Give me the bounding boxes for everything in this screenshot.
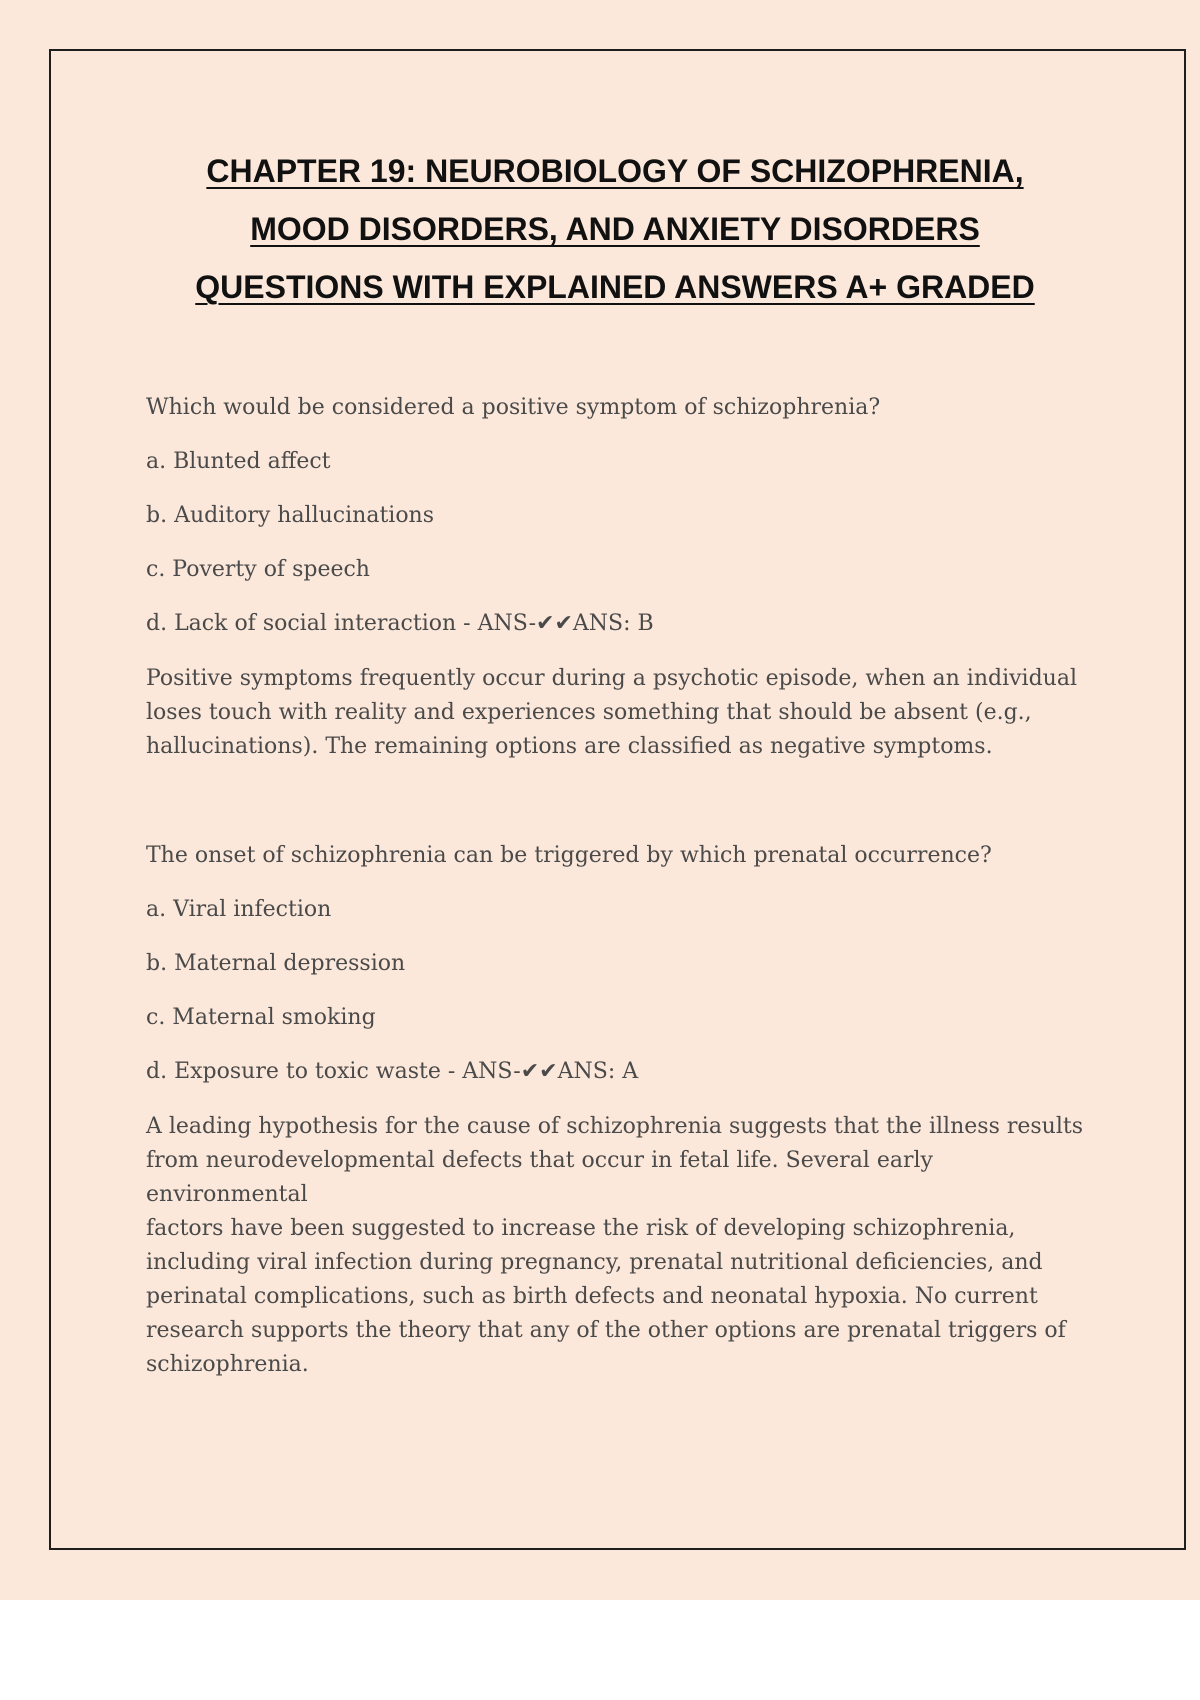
answer-explanation: [146, 1110, 1086, 1382]
answer-option: c. Maternal smoking: [146, 1005, 376, 1030]
answer-option: b. Maternal depression: [146, 951, 406, 976]
answer-option-with-key: d. Lack of social interaction - ANS-✔✔ANS: B: [146, 611, 654, 636]
answer-option: c. Poverty of speech: [146, 557, 370, 582]
answer-option: a. Viral infection: [146, 897, 332, 922]
explanation-line: A leading hypothesis for the cause of schizophrenia suggests that the illness results: [146, 1114, 1084, 1139]
question-block-2: [146, 840, 1086, 1382]
explanation-line: Positive symptoms frequently occur during a psychotic episode, when an individual: [146, 666, 1077, 691]
question-block-1: [146, 392, 1086, 764]
explanation-line: hallucinations). The remaining options are classified as negative symptoms.: [146, 734, 993, 759]
title-line-3: QUESTIONS WITH EXPLAINED ANSWERS A+ GRADED: [195, 269, 1035, 305]
explanation-line: perinatal complications, such as birth defects and neonatal hypoxia. No current: [146, 1284, 1038, 1309]
explanation-line: loses touch with reality and experiences something that should be absent (e.g.,: [146, 700, 1032, 725]
explanation-line: research supports the theory that any of the other options are prenatal triggers of: [146, 1318, 1066, 1343]
explanation-line: factors have been suggested to increase the risk of developing schizophrenia,: [146, 1216, 1016, 1241]
question-text: The onset of schizophrenia can be triggered by which prenatal occurrence?: [146, 843, 992, 868]
answer-option: a. Blunted affect: [146, 449, 331, 474]
answer-option-with-key: d. Exposure to toxic waste - ANS-✔✔ANS: A: [146, 1059, 639, 1084]
explanation-line: schizophrenia.: [146, 1352, 309, 1377]
document-title: [120, 142, 1110, 316]
title-line-2: MOOD DISORDERS, AND ANXIETY DISORDERS: [250, 211, 980, 247]
question-spacer: [146, 764, 1086, 840]
title-line-1: CHAPTER 19: NEUROBIOLOGY OF SCHIZOPHRENIA,: [206, 153, 1024, 189]
document-body: [146, 392, 1086, 1382]
question-text: Which would be considered a positive symptom of schizophrenia?: [146, 395, 881, 420]
explanation-line: including viral infection during pregnancy, prenatal nutritional deficiencies, and: [146, 1250, 1043, 1275]
answer-option: b. Auditory hallucinations: [146, 503, 435, 528]
answer-explanation: [146, 662, 1086, 764]
explanation-line: from neurodevelopmental defects that occur in fetal life. Several early environmental: [146, 1148, 933, 1207]
